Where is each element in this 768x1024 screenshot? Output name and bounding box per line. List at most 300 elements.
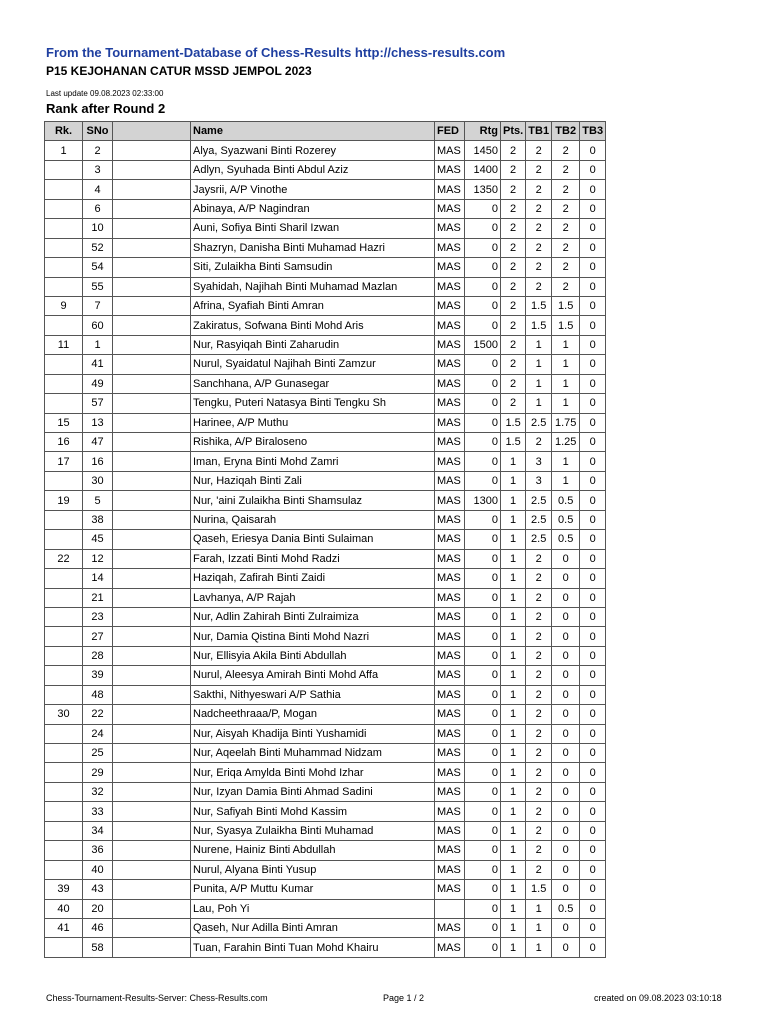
tb2-cell: 0 <box>552 646 580 665</box>
tb3-cell: 0 <box>580 199 606 218</box>
points-cell: 1 <box>501 491 526 510</box>
col-header-rtg: Rtg <box>465 122 501 141</box>
title-cell <box>113 471 191 490</box>
fed-cell: MAS <box>435 433 465 452</box>
sno-cell: 52 <box>83 238 113 257</box>
tb1-cell: 2.5 <box>526 510 552 529</box>
rating-cell: 0 <box>465 646 501 665</box>
table-row <box>45 607 606 626</box>
title-cell <box>113 782 191 801</box>
rank-heading: Rank after Round 2 <box>46 101 166 116</box>
sno-cell: 24 <box>83 724 113 743</box>
tb3-cell: 0 <box>580 841 606 860</box>
tb2-cell: 0 <box>552 782 580 801</box>
tb1-cell: 2 <box>526 821 552 840</box>
tb2-cell: 1 <box>552 471 580 490</box>
rating-cell: 0 <box>465 918 501 937</box>
col-header-tb1: TB1 <box>526 122 552 141</box>
title-cell <box>113 588 191 607</box>
name-cell: Qaseh, Eriesya Dania Binti Sulaiman <box>191 530 435 549</box>
sno-cell: 28 <box>83 646 113 665</box>
tb2-cell: 1.25 <box>552 433 580 452</box>
rating-cell: 0 <box>465 588 501 607</box>
points-cell: 1 <box>501 646 526 665</box>
tb1-cell: 2 <box>526 180 552 199</box>
footer-server: Chess-Tournament-Results-Server: Chess-Results.com <box>46 993 268 1003</box>
title-cell <box>113 433 191 452</box>
name-cell: Sanchhana, A/P Gunasegar <box>191 374 435 393</box>
tb3-cell: 0 <box>580 938 606 957</box>
tb1-cell: 2 <box>526 258 552 277</box>
tb3-cell: 0 <box>580 355 606 374</box>
points-cell: 2 <box>501 335 526 354</box>
name-cell: Nurene, Hainiz Binti Abdullah <box>191 841 435 860</box>
points-cell: 2 <box>501 180 526 199</box>
title-cell <box>113 530 191 549</box>
fed-cell: MAS <box>435 335 465 354</box>
fed-cell: MAS <box>435 277 465 296</box>
rating-cell: 0 <box>465 899 501 918</box>
name-cell: Nur, Safiyah Binti Mohd Kassim <box>191 802 435 821</box>
table-row <box>45 355 606 374</box>
table-row <box>45 199 606 218</box>
table-row <box>45 569 606 588</box>
tb1-cell: 2.5 <box>526 413 552 432</box>
tb1-cell: 1 <box>526 394 552 413</box>
fed-cell: MAS <box>435 705 465 724</box>
points-cell: 1 <box>501 452 526 471</box>
sno-cell: 29 <box>83 763 113 782</box>
rank-cell: 1 <box>45 141 83 160</box>
sno-cell: 27 <box>83 627 113 646</box>
points-cell: 1 <box>501 841 526 860</box>
fed-cell: MAS <box>435 510 465 529</box>
tb2-cell: 0 <box>552 802 580 821</box>
name-cell: Tengku, Puteri Natasya Binti Tengku Sh <box>191 394 435 413</box>
fed-cell: MAS <box>435 238 465 257</box>
tb1-cell: 2 <box>526 549 552 568</box>
rating-cell: 0 <box>465 355 501 374</box>
rating-cell: 0 <box>465 433 501 452</box>
tb1-cell: 1.5 <box>526 316 552 335</box>
fed-cell: MAS <box>435 413 465 432</box>
sno-cell: 36 <box>83 841 113 860</box>
tb3-cell: 0 <box>580 724 606 743</box>
tb1-cell: 1.5 <box>526 880 552 899</box>
sno-cell: 58 <box>83 938 113 957</box>
title-cell <box>113 238 191 257</box>
title-cell <box>113 744 191 763</box>
tb2-cell: 2 <box>552 180 580 199</box>
tb3-cell: 0 <box>580 491 606 510</box>
sno-cell: 57 <box>83 394 113 413</box>
rank-cell <box>45 374 83 393</box>
table-row <box>45 821 606 840</box>
col-header-title <box>113 122 191 141</box>
rating-cell: 0 <box>465 685 501 704</box>
rating-cell: 0 <box>465 724 501 743</box>
name-cell: Jaysrii, A/P Vinothe <box>191 180 435 199</box>
table-row <box>45 666 606 685</box>
tb2-cell: 0 <box>552 607 580 626</box>
sno-cell: 40 <box>83 860 113 879</box>
tb3-cell: 0 <box>580 316 606 335</box>
rank-cell <box>45 219 83 238</box>
fed-cell: MAS <box>435 355 465 374</box>
name-cell: Harinee, A/P Muthu <box>191 413 435 432</box>
tb1-cell: 2 <box>526 646 552 665</box>
col-header-rank: Rk. <box>45 122 83 141</box>
rank-cell <box>45 277 83 296</box>
tb2-cell: 0 <box>552 569 580 588</box>
rating-cell: 0 <box>465 549 501 568</box>
tb3-cell: 0 <box>580 860 606 879</box>
title-cell <box>113 258 191 277</box>
rating-cell: 0 <box>465 374 501 393</box>
table-row <box>45 860 606 879</box>
sno-cell: 48 <box>83 685 113 704</box>
tb3-cell: 0 <box>580 258 606 277</box>
title-cell <box>113 569 191 588</box>
source-link[interactable]: From the Tournament-Database of Chess-Results http://chess-results.com <box>46 45 506 60</box>
rank-cell <box>45 938 83 957</box>
title-cell <box>113 724 191 743</box>
rating-cell: 1350 <box>465 180 501 199</box>
sno-cell: 20 <box>83 899 113 918</box>
rank-cell <box>45 394 83 413</box>
rank-cell: 19 <box>45 491 83 510</box>
name-cell: Nur, Haziqah Binti Zali <box>191 471 435 490</box>
rating-cell: 0 <box>465 607 501 626</box>
fed-cell: MAS <box>435 530 465 549</box>
rank-cell <box>45 316 83 335</box>
rating-cell: 0 <box>465 258 501 277</box>
tb3-cell: 0 <box>580 530 606 549</box>
table-row <box>45 549 606 568</box>
tb1-cell: 1 <box>526 918 552 937</box>
rating-cell: 0 <box>465 821 501 840</box>
tb3-cell: 0 <box>580 763 606 782</box>
points-cell: 2 <box>501 355 526 374</box>
rank-cell <box>45 199 83 218</box>
sno-cell: 46 <box>83 918 113 937</box>
table-row <box>45 374 606 393</box>
points-cell: 1 <box>501 763 526 782</box>
fed-cell: MAS <box>435 918 465 937</box>
points-cell: 2 <box>501 141 526 160</box>
name-cell: Nurul, Syaidatul Najihah Binti Zamzur <box>191 355 435 374</box>
points-cell: 1 <box>501 821 526 840</box>
name-cell: Alya, Syazwani Binti Rozerey <box>191 141 435 160</box>
rank-cell <box>45 569 83 588</box>
table-row <box>45 627 606 646</box>
fed-cell: MAS <box>435 821 465 840</box>
table-row <box>45 160 606 179</box>
rank-cell <box>45 841 83 860</box>
sno-cell: 49 <box>83 374 113 393</box>
tb1-cell: 2 <box>526 685 552 704</box>
points-cell: 2 <box>501 277 526 296</box>
tb1-cell: 2 <box>526 238 552 257</box>
points-cell: 1 <box>501 530 526 549</box>
name-cell: Afrina, Syafiah Binti Amran <box>191 296 435 315</box>
table-row <box>45 335 606 354</box>
rating-cell: 0 <box>465 510 501 529</box>
points-cell: 1.5 <box>501 433 526 452</box>
table-body <box>45 141 606 957</box>
table-row <box>45 471 606 490</box>
rating-cell: 0 <box>465 394 501 413</box>
name-cell: Nur, Rasyiqah Binti Zaharudin <box>191 335 435 354</box>
title-cell <box>113 355 191 374</box>
tb3-cell: 0 <box>580 607 606 626</box>
tb3-cell: 0 <box>580 821 606 840</box>
tb1-cell: 2 <box>526 802 552 821</box>
name-cell: Rishika, A/P Biraloseno <box>191 433 435 452</box>
name-cell: Nur, Damia Qistina Binti Mohd Nazri <box>191 627 435 646</box>
sno-cell: 22 <box>83 705 113 724</box>
title-cell <box>113 821 191 840</box>
table-row <box>45 646 606 665</box>
tb3-cell: 0 <box>580 296 606 315</box>
tb2-cell: 0 <box>552 724 580 743</box>
fed-cell: MAS <box>435 569 465 588</box>
tb3-cell: 0 <box>580 627 606 646</box>
table-row <box>45 394 606 413</box>
rank-cell <box>45 355 83 374</box>
tb1-cell: 2 <box>526 724 552 743</box>
fed-cell: MAS <box>435 627 465 646</box>
tb3-cell: 0 <box>580 569 606 588</box>
rank-cell <box>45 685 83 704</box>
tb2-cell: 1 <box>552 394 580 413</box>
fed-cell: MAS <box>435 763 465 782</box>
tb1-cell: 2 <box>526 705 552 724</box>
tb2-cell: 2 <box>552 141 580 160</box>
tb2-cell: 0 <box>552 860 580 879</box>
rating-cell: 0 <box>465 782 501 801</box>
rank-cell: 30 <box>45 705 83 724</box>
sno-cell: 34 <box>83 821 113 840</box>
rating-cell: 0 <box>465 705 501 724</box>
name-cell: Lavhanya, A/P Rajah <box>191 588 435 607</box>
fed-cell: MAS <box>435 160 465 179</box>
table-row <box>45 744 606 763</box>
table-row <box>45 918 606 937</box>
rating-cell: 0 <box>465 316 501 335</box>
fed-cell: MAS <box>435 549 465 568</box>
tb3-cell: 0 <box>580 802 606 821</box>
rank-cell <box>45 530 83 549</box>
rank-cell <box>45 646 83 665</box>
fed-cell: MAS <box>435 724 465 743</box>
tb1-cell: 2 <box>526 607 552 626</box>
sno-cell: 32 <box>83 782 113 801</box>
points-cell: 1 <box>501 607 526 626</box>
title-cell <box>113 860 191 879</box>
title-cell <box>113 491 191 510</box>
points-cell: 2 <box>501 258 526 277</box>
table-row <box>45 219 606 238</box>
points-cell: 2 <box>501 199 526 218</box>
tb3-cell: 0 <box>580 141 606 160</box>
tb3-cell: 0 <box>580 238 606 257</box>
name-cell: Qaseh, Nur Adilla Binti Amran <box>191 918 435 937</box>
footer-page: Page 1 / 2 <box>383 993 425 1003</box>
points-cell: 1 <box>501 685 526 704</box>
tb3-cell: 0 <box>580 880 606 899</box>
sno-cell: 6 <box>83 199 113 218</box>
points-cell: 2 <box>501 316 526 335</box>
points-cell: 1 <box>501 918 526 937</box>
sno-cell: 54 <box>83 258 113 277</box>
sno-cell: 2 <box>83 141 113 160</box>
title-cell <box>113 880 191 899</box>
rank-cell: 39 <box>45 880 83 899</box>
rating-cell: 0 <box>465 296 501 315</box>
rating-cell: 1500 <box>465 335 501 354</box>
fed-cell: MAS <box>435 491 465 510</box>
tb1-cell: 1.5 <box>526 296 552 315</box>
rank-cell <box>45 802 83 821</box>
tb2-cell: 0.5 <box>552 899 580 918</box>
tb1-cell: 2 <box>526 160 552 179</box>
rank-cell <box>45 821 83 840</box>
tb2-cell: 2 <box>552 258 580 277</box>
tb3-cell: 0 <box>580 782 606 801</box>
tb1-cell: 1 <box>526 335 552 354</box>
points-cell: 1 <box>501 471 526 490</box>
title-cell <box>113 335 191 354</box>
title-cell <box>113 277 191 296</box>
name-cell: Siti, Zulaikha Binti Samsudin <box>191 258 435 277</box>
tb2-cell: 0 <box>552 666 580 685</box>
tb1-cell: 1 <box>526 355 552 374</box>
rating-cell: 0 <box>465 627 501 646</box>
table-row <box>45 277 606 296</box>
points-cell: 1 <box>501 880 526 899</box>
sno-cell: 5 <box>83 491 113 510</box>
tb3-cell: 0 <box>580 549 606 568</box>
fed-cell: MAS <box>435 646 465 665</box>
rating-cell: 0 <box>465 471 501 490</box>
tb2-cell: 1.5 <box>552 316 580 335</box>
tb2-cell: 0 <box>552 588 580 607</box>
tb2-cell: 0 <box>552 744 580 763</box>
rank-cell <box>45 763 83 782</box>
tb3-cell: 0 <box>580 374 606 393</box>
points-cell: 1 <box>501 549 526 568</box>
name-cell: Nur, Syasya Zulaikha Binti Muhamad <box>191 821 435 840</box>
fed-cell: MAS <box>435 141 465 160</box>
tb1-cell: 2 <box>526 433 552 452</box>
tb3-cell: 0 <box>580 335 606 354</box>
sno-cell: 21 <box>83 588 113 607</box>
tb2-cell: 2 <box>552 219 580 238</box>
title-cell <box>113 413 191 432</box>
tb3-cell: 0 <box>580 646 606 665</box>
tb3-cell: 0 <box>580 394 606 413</box>
title-cell <box>113 374 191 393</box>
fed-cell: MAS <box>435 841 465 860</box>
table-row <box>45 763 606 782</box>
tb3-cell: 0 <box>580 433 606 452</box>
tb2-cell: 0 <box>552 918 580 937</box>
table-row <box>45 530 606 549</box>
points-cell: 1 <box>501 705 526 724</box>
sno-cell: 10 <box>83 219 113 238</box>
rating-cell: 0 <box>465 744 501 763</box>
rank-cell <box>45 666 83 685</box>
title-cell <box>113 899 191 918</box>
tb2-cell: 1 <box>552 452 580 471</box>
title-cell <box>113 802 191 821</box>
tb1-cell: 2 <box>526 744 552 763</box>
sno-cell: 45 <box>83 530 113 549</box>
fed-cell: MAS <box>435 296 465 315</box>
sno-cell: 41 <box>83 355 113 374</box>
name-cell: Nur, Eriqa Amylda Binti Mohd Izhar <box>191 763 435 782</box>
tb1-cell: 1 <box>526 938 552 957</box>
points-cell: 1 <box>501 666 526 685</box>
name-cell: Nurul, Alyana Binti Yusup <box>191 860 435 879</box>
sno-cell: 16 <box>83 452 113 471</box>
rank-cell <box>45 588 83 607</box>
title-cell <box>113 199 191 218</box>
title-cell <box>113 510 191 529</box>
sno-cell: 55 <box>83 277 113 296</box>
rating-cell: 0 <box>465 841 501 860</box>
rating-cell: 0 <box>465 938 501 957</box>
points-cell: 1 <box>501 860 526 879</box>
rating-cell: 0 <box>465 530 501 549</box>
fed-cell: MAS <box>435 860 465 879</box>
tb1-cell: 2 <box>526 588 552 607</box>
title-cell <box>113 841 191 860</box>
points-cell: 1 <box>501 802 526 821</box>
fed-cell: MAS <box>435 394 465 413</box>
rating-cell: 0 <box>465 763 501 782</box>
fed-cell: MAS <box>435 452 465 471</box>
title-cell <box>113 452 191 471</box>
fed-cell: MAS <box>435 744 465 763</box>
table-row <box>45 724 606 743</box>
name-cell: Haziqah, Zafirah Binti Zaidi <box>191 569 435 588</box>
rank-cell: 15 <box>45 413 83 432</box>
col-header-fed: FED <box>435 122 465 141</box>
points-cell: 2 <box>501 219 526 238</box>
tb2-cell: 0.5 <box>552 510 580 529</box>
fed-cell: MAS <box>435 316 465 335</box>
title-cell <box>113 705 191 724</box>
rank-cell <box>45 180 83 199</box>
table-row <box>45 296 606 315</box>
tb2-cell: 0 <box>552 627 580 646</box>
name-cell: Syahidah, Najihah Binti Muhamad Mazlan <box>191 277 435 296</box>
tb2-cell: 0 <box>552 763 580 782</box>
tb3-cell: 0 <box>580 705 606 724</box>
title-cell <box>113 666 191 685</box>
tb3-cell: 0 <box>580 666 606 685</box>
name-cell: Lau, Poh Yi <box>191 899 435 918</box>
tb1-cell: 2 <box>526 841 552 860</box>
points-cell: 2 <box>501 296 526 315</box>
name-cell: Adlyn, Syuhada Binti Abdul Aziz <box>191 160 435 179</box>
tb2-cell: 1 <box>552 374 580 393</box>
points-cell: 1 <box>501 569 526 588</box>
tb1-cell: 2 <box>526 277 552 296</box>
tb3-cell: 0 <box>580 452 606 471</box>
